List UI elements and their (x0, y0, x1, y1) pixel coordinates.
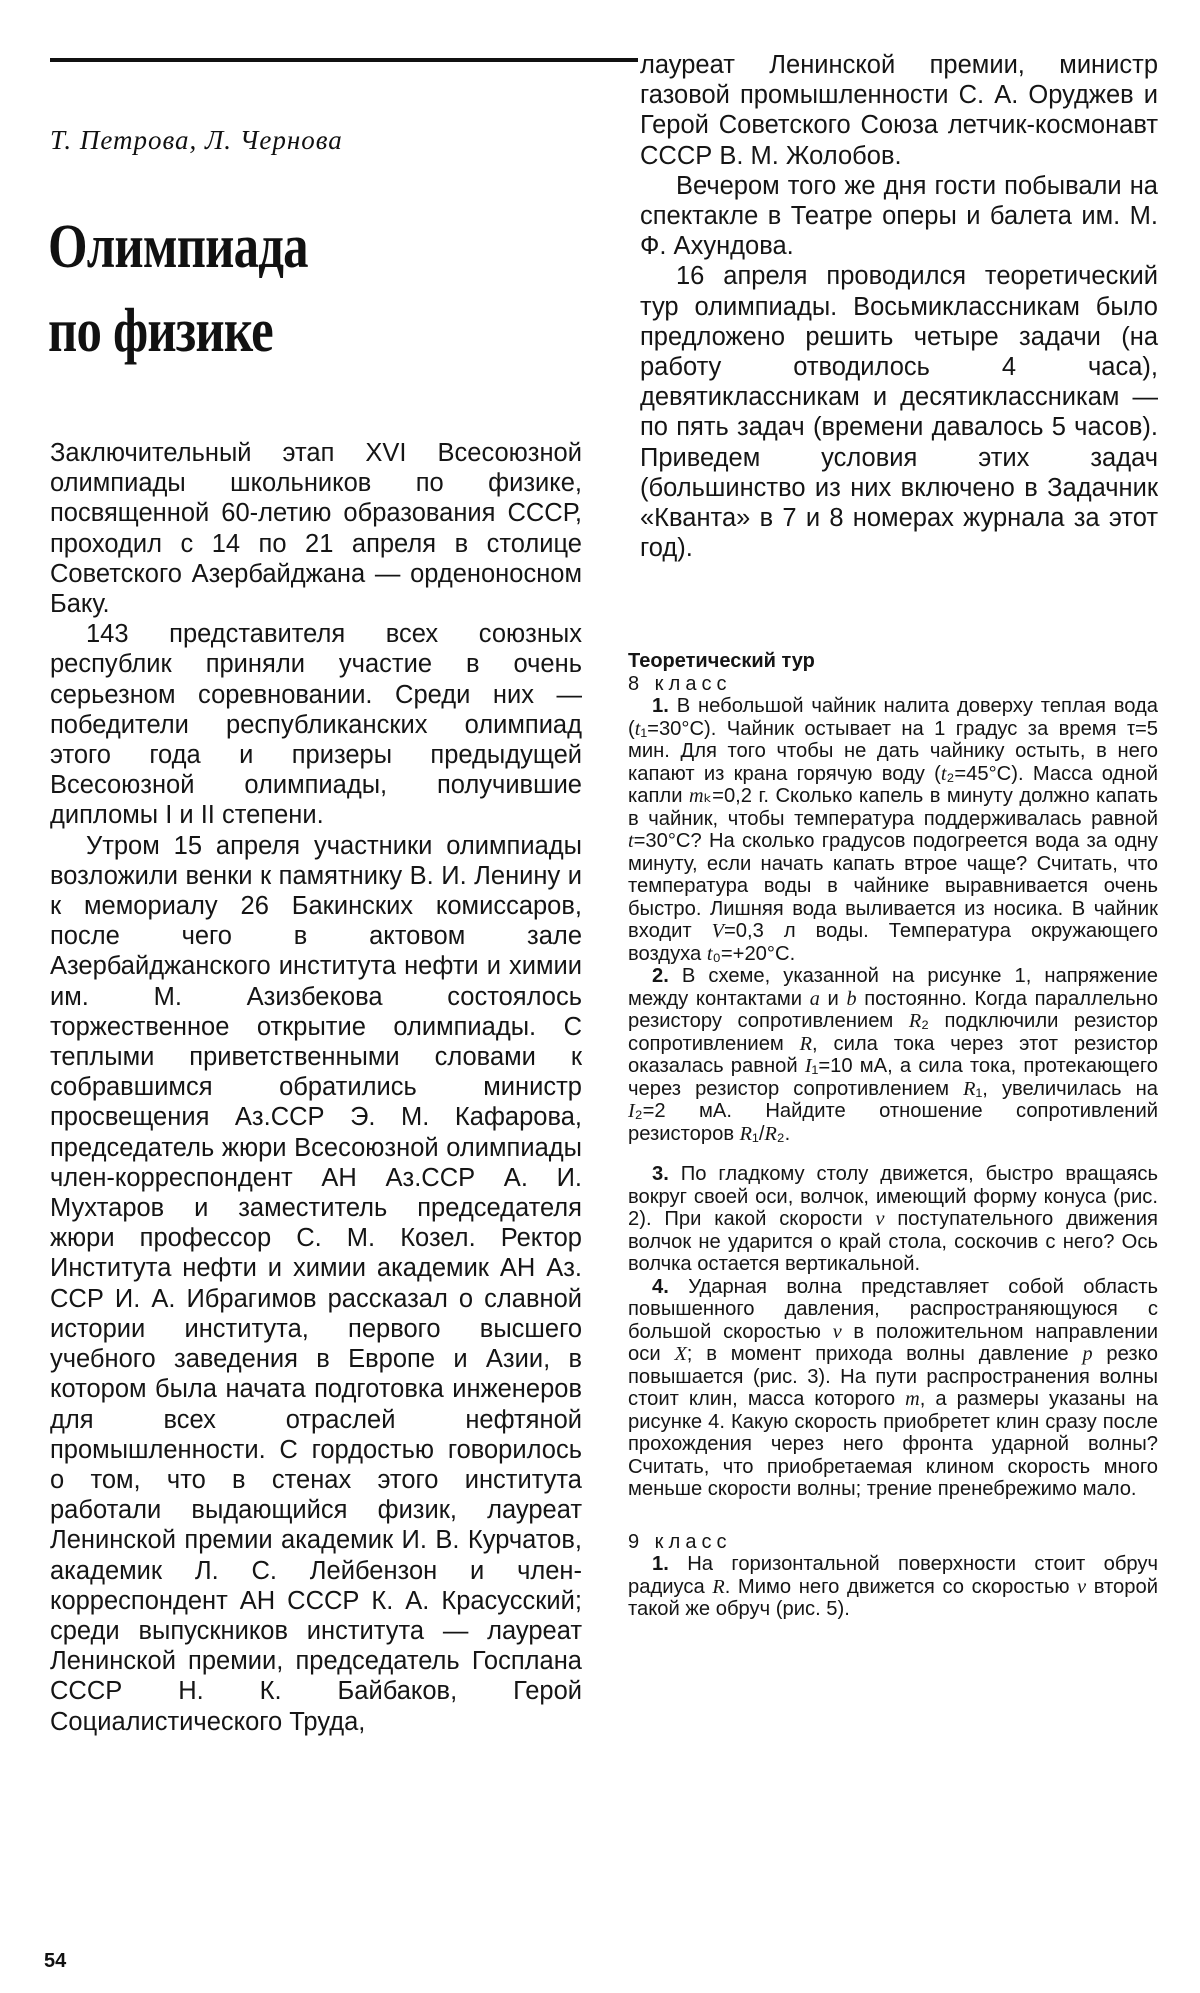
variable: m (688, 785, 704, 807)
problem-1: 1. В небольшой чайник налита доверху теплая вода (t₁=30°C). Чайник остывает на 1 градус за время τ=5 мин. Для того чтобы не дать чайнику остыть, в него капают из крана горячую воду (t₂=45°C). Масса одной капли mₖ=0,2 г. Сколько капель в минуту должно капать в чайник, чтобы температура поддерживалась равной t=30°C? На сколько градусов подогреется вода за одну минуту, если начать капать втрое чаще? Считать, что температура воды в чайнике выравнивается очень быстро. Лишняя вода выливается из носика. В чайник входит V=0,3 л воды. Температура окружающего воздуха t₀=+20°C. (628, 695, 1159, 965)
problem-number: 2. (652, 965, 669, 987)
grade-9-problems (628, 1553, 1158, 1621)
variable: X (674, 1343, 687, 1365)
problems-column (628, 650, 1158, 1621)
problem-number: 1. (652, 1553, 669, 1575)
problem-4: 4. Ударная волна представляет собой область повышенного давления, распространяющуюся с большой скоростью v в положительном направлении оси X; в момент прихода волны давление p резко повышается (рис. 3). На пути распространения волны стоит клин, масса которого m, а размеры указаны на рисунке 4. Какую скорость приобретет клин сразу после прохождения через него фронта ударной волны? Считать, что приобретаемая клином скорость много меньше скорости волны; трение пренебрежимо мало. (628, 1275, 1159, 1500)
variable: R (739, 1122, 753, 1145)
authors: Т. Петрова, Л. Чернова (50, 125, 343, 155)
variable: t (634, 717, 641, 740)
grade-9-heading: 9 класс (628, 1530, 732, 1553)
variable: R (908, 1010, 922, 1032)
variable: m (905, 1388, 920, 1410)
variable: I (804, 1055, 812, 1077)
variable: t (628, 830, 634, 852)
variable: I (628, 1100, 635, 1122)
problem-number: 1. (652, 695, 669, 717)
variable: v (832, 1320, 842, 1343)
variable: R (764, 1122, 777, 1145)
variable: a (809, 987, 820, 1010)
participants-paragraph: 143 представителя всех союзных республик приняли участие в очень серьезном соревновании. Среди них — победители республиканских олимпиад этого года и призеры предыдущей Всесоюзной олимпиады, получившие дипломы I и II степени. (50, 620, 582, 830)
opening-paragraph: Утром 15 апреля участники олимпиады возложили венки к памятнику В. И. Ленину и к мемориалу 26 Бакинских комиссаров, после чего в актовом зале Азербайджанского института нефти и химии им. М. Азизбекова состоялось торжественное открытие олимпиады. С теплыми приветственными словами к собравшимся обратились министр просвещения Аз.ССР Э. М. Кафарова, председатель жюри Всесоюзной олимпиады член-корреспондент АН Аз.ССР А. И. Мухтаров и заместитель председателя жюри профессор С. М. Козел. Ректор Института нефти и химии академик АН Аз. ССР И. А. Ибрагимов рассказал о славной истории института, первого высшего учебного заведения в Европе и Азии, в котором была начата подготовка инженеров для всех отраслей нефтяной промышленности. С гордостью говорилось о том, что в стенах этого института работали выдающийся физик, лауреат Ленинской премии академик И. В. Курчатов, академик Л. С. Лейбензон и член-корреспондент АН СССР К. А. Красусский; среди выпускников института — лауреат Ленинской премии, председатель Госплана СССР Н. К. Байбаков, Герой Социалистического Труда, (50, 831, 582, 1736)
section-heading: Теоретический тур (628, 650, 815, 672)
title-line-2: по физике (48, 297, 273, 365)
variable: R (963, 1077, 976, 1100)
article-title (48, 205, 507, 373)
intro-paragraph: Заключительный этап XVI Всесоюзной олимпиады школьников по физике, посвященной 60-летию образования СССР, проходил с 14 по 21 апреля в столице Советского Азербайджана — орденоносном Баку. (50, 439, 582, 619)
page-number: 54 (44, 1950, 67, 1972)
top-rule (50, 58, 638, 62)
variable: R (712, 1575, 725, 1598)
evening-paragraph: Вечером того же дня гости побывали на спектакле в Театре оперы и балета им. М. Ф. Ахундова. (640, 171, 1158, 261)
title-line-1: Олимпиада (48, 213, 308, 281)
grade-8-heading: 8 класс (628, 672, 732, 695)
problem-2: 2. В схеме, указанной на рисунке 1, напряжение между контактами a и b постоянно. Когда параллельно резистору сопротивлением R₂ подключили резистор сопротивлением R, сила тока через этот резистор оказалась равной I₁=10 мА, а сила тока, протекающего через резистор сопротивлением R₁, увеличилась на I₂=2 мА. Найдите отношение сопротивлений резисторов R₁/R₂. (628, 965, 1159, 1145)
problem-number: 4. (652, 1275, 669, 1298)
theory-intro-paragraph: 16 апреля проводился теоретический тур олимпиады. Восьмиклассникам было предложено решить четыре задачи (на работу отводилось 4 часа), девятиклассникам и десятиклассникам — по пять задач (времени давалось 5 часов). Приведем условия этих задач (большинство из них включено в Задачник «Кванта» в 7 и 8 номерах журнала за этот год). (640, 262, 1158, 563)
variable: t (940, 762, 947, 785)
variable: v (1077, 1575, 1087, 1598)
variable: v (875, 1208, 885, 1230)
left-column (50, 438, 582, 1737)
problem-number: 3. (652, 1163, 669, 1185)
variable: t (706, 942, 713, 965)
variable: b (846, 987, 857, 1010)
problem-3: 3. По гладкому столу движется, быстро вращаясь вокруг своей оси, волчок, имеющий форму конуса (рис. 2). При какой скорости v поступательного движения волчок не ударится о край стола, соскочив с него? Ось волчка остается вертикальной. (628, 1163, 1158, 1275)
variable: R (799, 1032, 813, 1055)
continuation-paragraph: лауреат Ленинской премии, министр газовой промышленности С. А. Оруджев и Герой Советского Союза летчик-космонавт СССР В. М. Жолобов. (640, 51, 1158, 170)
variable: V (711, 920, 724, 942)
variable: p (1082, 1343, 1093, 1365)
right-column-top (640, 50, 1158, 563)
grade-8-problems (628, 695, 1158, 1501)
problem-1: 1. На горизонтальной поверхности стоит обруч радиуса R. Мимо него движется со скоростью v второй такой же обруч (рис. 5). (628, 1553, 1158, 1620)
